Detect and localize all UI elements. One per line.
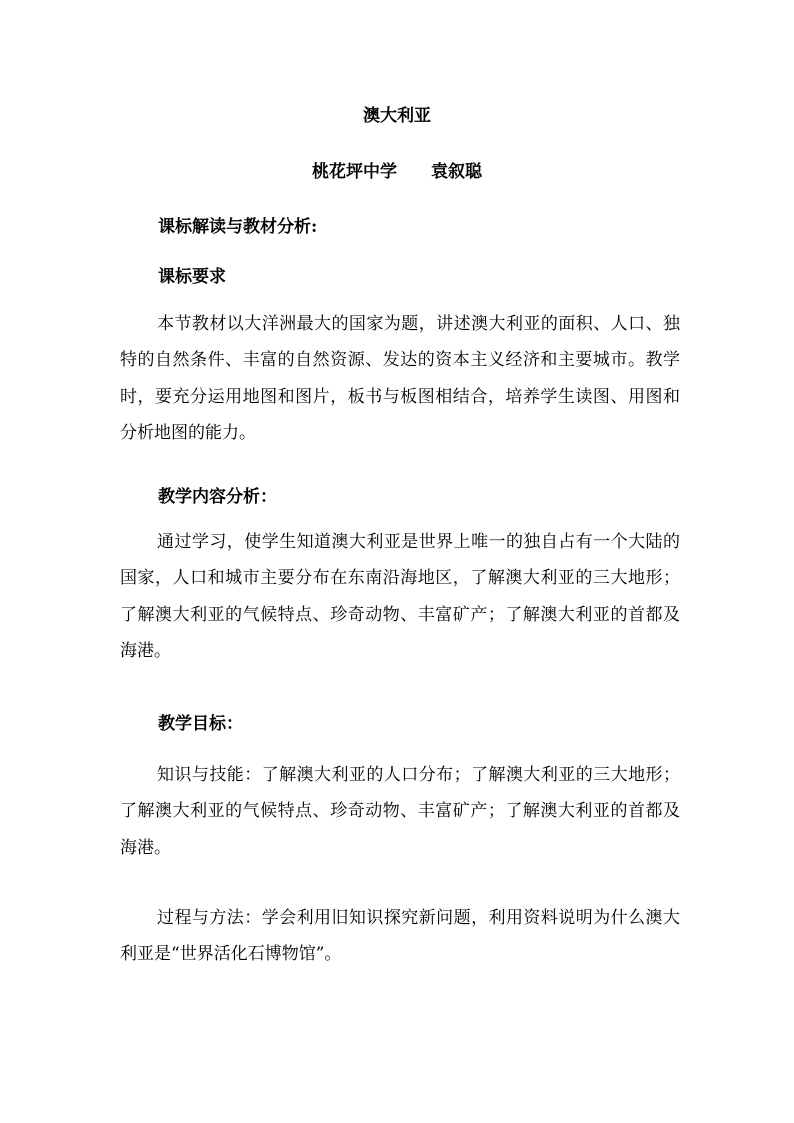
section-heading-curriculum-analysis: 课标解读与教材分析: — [158, 217, 318, 237]
section-heading-teaching-goals: 教学目标： — [158, 714, 243, 734]
paragraph-process-methods: 过程与方法：学会利用旧知识探究新问题，利用资料说明为什么澳大利亚是“世界活化石博物馆”。 — [120, 908, 680, 965]
paragraph-knowledge-skills: 知识与技能：了解澳大利亚的人口分布；了解澳大利亚的三大地形；了解澳大利亚的气候特点、珍奇动物、丰富矿产；了解澳大利亚的首都及海港。 — [120, 765, 680, 858]
section-heading-curriculum-requirements: 课标要求 — [158, 267, 226, 287]
author-line: 桃花坪中学 袁叙聪 — [312, 162, 482, 182]
paragraph-curriculum-requirements: 本节教材以大洋洲最大的国家为题，讲述澳大利亚的面积、人口、独特的自然条件、丰富的自然资源、发达的资本主义经济和主要城市。教学时，要充分运用地图和图片，板书与板图相结合，培养学生读图、用图和分析地图的能力。 — [120, 314, 680, 444]
document-title: 澳大利亚 — [363, 106, 431, 126]
paragraph-content-analysis: 通过学习，使学生知道澳大利亚是世界上唯一的独自占有一个大陆的国家，人口和城市主要分布在东南沿海地区，了解澳大利亚的三大地形；了解澳大利亚的气候特点、珍奇动物、丰富矿产；了解澳大利亚的首都及海港。 — [120, 532, 680, 662]
section-heading-content-analysis: 教学内容分析： — [158, 487, 277, 507]
